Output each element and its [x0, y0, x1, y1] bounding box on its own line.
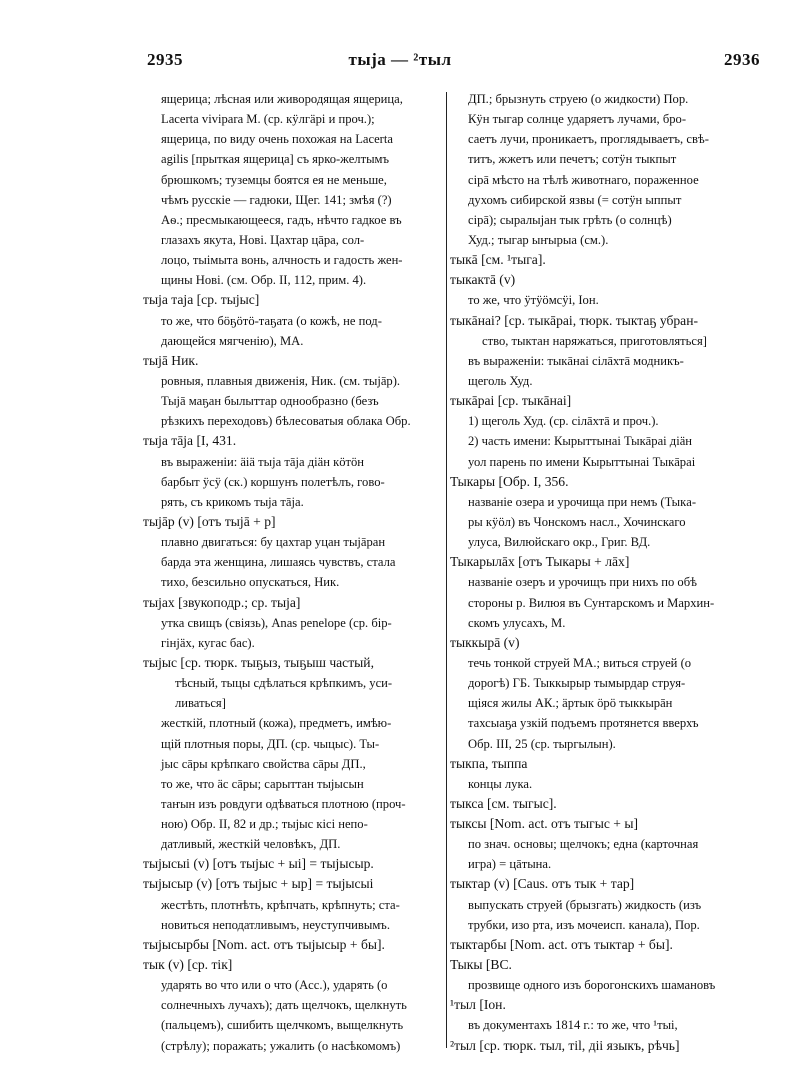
entry-text-line: трубки, изо рта, изъ мочеисп. канала), Пор. — [468, 917, 700, 932]
entry-text-line: жестѣть, плотнѣть, крѣпчать, крѣпнуть; ста- — [161, 897, 400, 912]
entry-text-line: титъ, жжетъ или печетъ; сотӱн тыкпыт — [468, 152, 677, 167]
entry-headword-line: тыјыс [ср. тюрк. тыҕыз, тыҕыш частый, — [143, 654, 374, 670]
entry-text-line: щины Нові. (см. Обр. II, 112, прим. 4). — [161, 273, 367, 288]
entry-headword-line: ²тыл [ср. тюрк. тыл, тіl, дiі языкъ, рѣчь] — [450, 1037, 680, 1053]
entry-headword-line: тыкāраі [ср. тыкāнаі] — [450, 393, 572, 409]
entry-text-line: названіе озера и урочища при немъ (Тыкa- — [468, 494, 697, 509]
entry-headword-line: тыјысыі (v) [отъ тыјыс + ыі] = тыјысыр. — [143, 856, 374, 872]
entry-text-line: улуса, Вилюйскаго окр., Григ. ВД. — [468, 535, 651, 550]
entry-text-line: рять, съ крикомъ тыја тāја. — [161, 494, 304, 509]
entry-text-line: Худ.; тыгар ыҥырыа (см.). — [468, 232, 609, 247]
entry-text-line: (пальцемъ), сшибить щелчкомъ, выщелкнуть — [161, 1018, 404, 1033]
entry-headword-line: тыктар (v) [Caus. отъ тык + тар] — [450, 876, 635, 892]
entry-text-line: прозвище одного изъ борогонскихъ шамановъ — [468, 978, 716, 993]
right-page-number: 2936 — [724, 50, 760, 69]
entry-headword-line: тыја тāја [I, 431. — [143, 433, 237, 449]
entry-text-line: 1) щеголь Худ. (ср. сiлāхтā и проч.). — [468, 414, 659, 429]
entry-text-line: брюшкомъ; туземцы боятся ея не меньше, — [161, 172, 387, 187]
entry-text-line: ры кӱӧл) въ Чонскомъ насл., Хочинскаго — [468, 514, 686, 529]
running-title: тыја — ²тыл — [348, 50, 452, 69]
entry-text-line: игра) = цāтына. — [468, 857, 552, 872]
entry-headword-line: тыкā [см. ¹тыга]. — [450, 252, 546, 268]
entry-text-line: Кӱн тыгар солнце ударяетъ лучами, бро- — [468, 112, 687, 127]
entry-text-line: то же, что äс сāры; сарыттан тыјысын — [161, 776, 364, 791]
entry-text-line: ство, тыктан наряжаться, приготовляться] — [482, 333, 707, 348]
entry-headword-line: Тыкары [Обр. I, 356. — [450, 473, 569, 489]
entry-headword-line: тыкпа, тыппа — [450, 755, 528, 771]
entry-headword-line: тыктарбы [Nom. act. отъ тыктар + бы]. — [450, 936, 673, 952]
entry-text-line: въ документахъ 1814 г.: то же, что ¹тыі, — [468, 1018, 678, 1033]
entry-text-line: 2) часть имени: Кырыттынаі Тыкāраі дiäн — [468, 434, 693, 449]
entry-text-line: щій плотныя поры, ДП. (ср. чыцыс). Ты- — [161, 736, 380, 751]
entry-text-line: стороны р. Вилюя въ Сунтарскомъ и Мархин- — [468, 595, 715, 610]
entry-headword-line: тыјах [звукоподр.; ср. тыја] — [143, 594, 301, 610]
entry-text-line: ливаться] — [175, 696, 226, 711]
entry-headword-line: тыкса [см. тыгыс]. — [450, 795, 557, 811]
entry-text-line: щеголь Худ. — [468, 373, 533, 388]
entry-text-line: скомъ улусахъ, М. — [468, 615, 566, 630]
entry-headword-line: тыја таја [ср. тыјыс] — [143, 292, 260, 308]
entry-text-line: Обр. III, 25 (ср. тыргылын). — [468, 736, 616, 751]
entry-text-line: (стрѣлу); поражать; ужалить (о насѣкомомъ) — [161, 1038, 401, 1053]
entry-headword-line: тыјāр (v) [отъ тыјā + р] — [143, 513, 276, 529]
entry-text-line: ною) Обр. II, 82 и др.; тыјыс кісі непо- — [161, 817, 368, 832]
entry-text-line: ящерица; лѣсная или живородящая ящерица, — [161, 92, 403, 106]
entry-headword-line: тыјысыр (v) [отъ тыјыс + ыр] = тыјысыі — [143, 876, 374, 892]
entry-headword-line: тыјā Ник. — [143, 352, 199, 368]
entry-text-line: то же, что ӱтӱӧмсӱі, Іон. — [468, 293, 599, 308]
left-page-number: 2935 — [147, 50, 183, 69]
entry-text-line: датливый, жесткій человѣкъ, ДП. — [161, 837, 341, 852]
entry-text-line: въ выраженіи: äiä тыја тāја дiäн кӧтӧн — [161, 454, 365, 469]
entry-text-line: названіе озеръ и урочищъ при нихъ по обѣ — [468, 575, 697, 590]
left-column — [143, 89, 455, 1056]
entry-headword-line: тык (v) [ср. тік] — [143, 957, 233, 973]
entry-headword-line: Тыкы [ВС. — [450, 957, 512, 973]
entry-text-line: барда эта женщина, лишаясь чувствъ, стала — [161, 555, 396, 570]
entry-text-line: лоцо, тыімыта вонь, алчность и гадость жен- — [161, 253, 403, 268]
entry-text-line: тѣсный, тыцы сдѣлаться крѣпкимъ, уси- — [175, 676, 393, 691]
entry-text-line: дорогѣ) ГБ. Тыккырыр тымырдар струя- — [468, 676, 686, 691]
entry-text-line: ударять во что или о что (Acc.), ударять (о — [161, 978, 388, 993]
entry-text-line: духомъ сибирской язвы (= сотӱн ыппыт — [468, 192, 682, 207]
entry-headword-line: тыкактā (v) — [450, 272, 516, 288]
entry-text-line: рѣзкихъ переходовъ) бѣлесоватыя облака Обр. — [161, 414, 411, 429]
entry-text-line: по знач. основы; щелчокъ; една (карточная — [468, 837, 699, 852]
entry-text-line: утка свищъ (свіязь), Anas penelope (ср. бір- — [161, 615, 392, 630]
entry-text-line: новиться неподатливымъ, неуступчивымъ. — [161, 917, 390, 932]
right-column — [450, 89, 760, 1056]
entry-text-line: ящерица, по виду очень похожая на Lacerta — [161, 132, 393, 147]
entry-text-line: течь тонкой струей МА.; виться струей (о — [468, 655, 692, 670]
entry-text-line: выпускать струей (брызгать) жидкость (изъ — [468, 897, 702, 912]
entry-text-line: жесткій, плотный (кожа), предметъ, имѣю- — [161, 716, 392, 731]
entry-text-line: уол парень по имени Кырыттынаі Тыкāраі — [468, 454, 696, 469]
entry-text-line: сірā мѣсто на тѣлѣ животнаго, пораженное — [468, 172, 699, 187]
entry-text-line: щіяся жилы АК.; äртык ӧрӧ тыккырāн — [468, 696, 673, 711]
entry-text-line: плавно двигаться: бу цахтар уцан тыјāран — [161, 535, 386, 550]
entry-text-line: сірā); сыралыјан тык грѣть (о солнцѣ) — [468, 212, 672, 227]
entry-text-line: дающейся мягченію), МА. — [161, 333, 304, 348]
entry-text-line: Lacerta vivipara М. (ср. кӱлгäрі и проч.); — [161, 112, 375, 127]
entry-headword-line: Тыкарылāх [отъ Тыкары + лāх] — [450, 554, 630, 570]
entry-text-line: то же, что бӧҕӧтӧ-таҕата (о кожѣ, не под- — [161, 313, 382, 328]
entry-text-line: ДП.; брызнуть струею (о жидкости) Пор. — [468, 92, 689, 106]
column-divider — [446, 92, 447, 1048]
entry-headword-line: тыкāнаі? [ср. тыкāраі, тюрк. тыктаҕ убран- — [450, 312, 698, 328]
entry-text-line: барбыт ӱсӱ (ск.) коршунъ полетѣлъ, гово- — [161, 474, 385, 489]
entry-headword-line: тыккырā (v) — [450, 634, 520, 650]
entry-text-line: гінјäх, кугас бас). — [161, 635, 255, 650]
entry-text-line: концы лука. — [468, 776, 533, 791]
entry-text-line: agilis [прыткая ящерица] съ ярко-желтымъ — [161, 152, 390, 167]
entry-headword-line: тыксы [Nom. act. отъ тыгыс + ы] — [450, 816, 638, 832]
entry-text-line: тахсыаҕа узкій подъемъ протянется вверхъ — [468, 716, 699, 731]
entry-text-line: ровныя, плавныя движенія, Ник. (см. тыјāр). — [161, 373, 401, 388]
entry-text-line: чѣмъ русскіе — гадюки, Щег. 141; змѣя (?) — [161, 192, 392, 207]
entry-text-line: саетъ лучи, проникаетъ, проглядываетъ, свѣ- — [468, 132, 709, 147]
entry-text-line: солнечныхъ лучахъ); дать щелчокъ, щелкнуть — [161, 998, 407, 1013]
entry-text-line: таҥын изъ ровдуги одѣваться плотною (проч- — [161, 796, 406, 811]
entry-text-line: јыс сāры крѣпкаго свойства сāры ДП., — [161, 756, 366, 771]
entry-text-line: глазахъ якута, Нові. Цахтар цāра, сол- — [161, 232, 365, 247]
entry-text-line: тихо, безсильно опускаться, Ник. — [161, 575, 340, 590]
entry-text-line: въ выраженіи: тыкāнаі сiлāхтā модникъ- — [468, 353, 684, 368]
entry-headword-line: тыјысырбы [Nom. act. отъ тыјысыр + бы]. — [143, 936, 385, 952]
entry-headword-line: ¹тыл [Іон. — [450, 997, 506, 1013]
entry-text-line: Тыјā маҕан былыттар однообразно (безъ — [161, 394, 379, 409]
entry-text-line: Аѳ.; пресмыкающееся, гадъ, нѣчто гадкое въ — [161, 212, 402, 227]
